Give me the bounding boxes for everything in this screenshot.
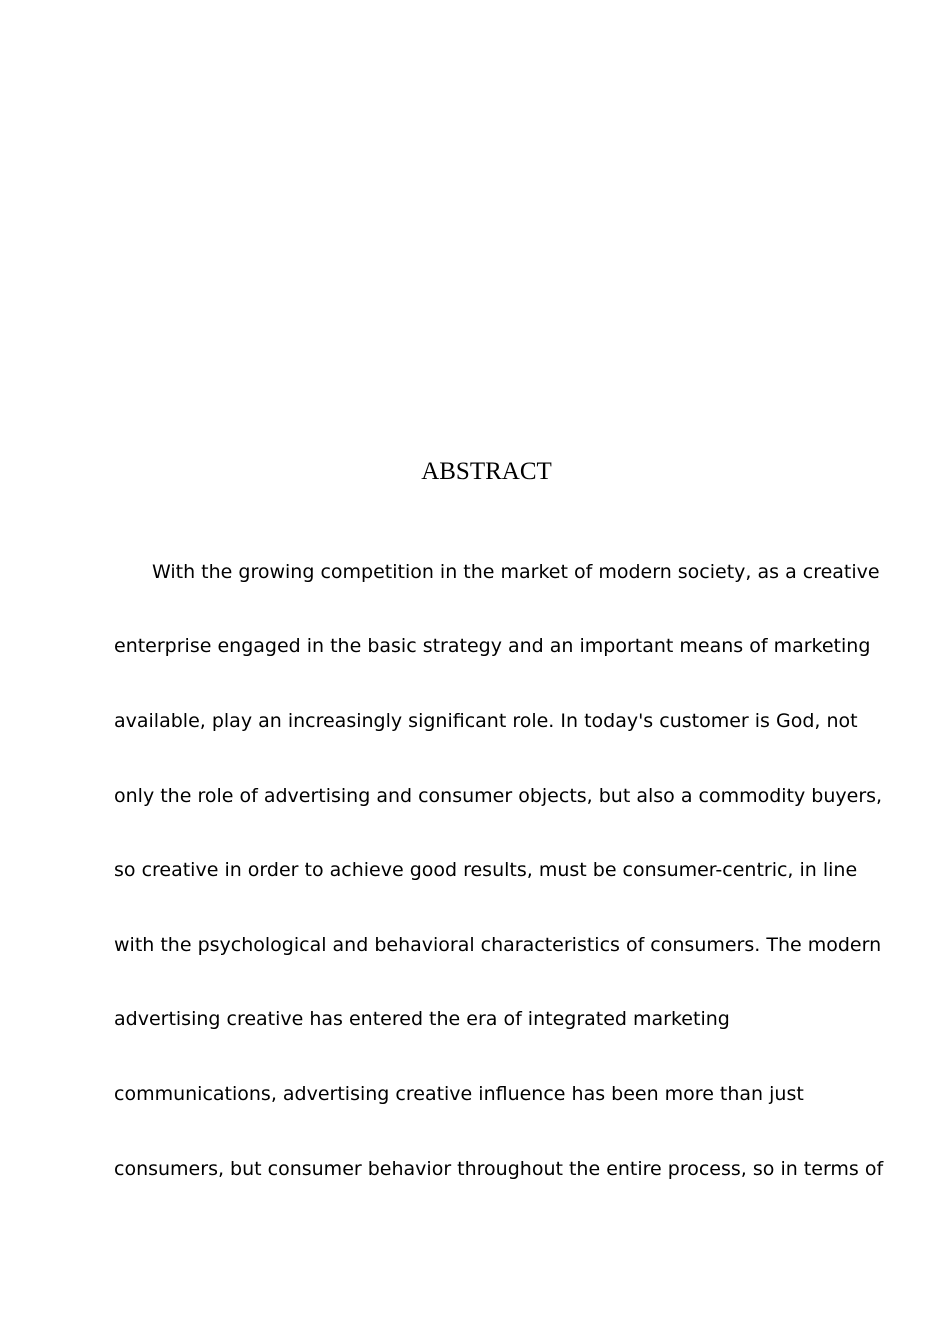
abstract-line: available, play an increasingly significant role. In today's customer is God, not: [114, 710, 858, 732]
abstract-line: with the psychological and behavioral characteristics of consumers. The modern: [114, 934, 882, 956]
abstract-line: consumers, but consumer behavior throughout the entire process, so in terms of: [114, 1158, 884, 1180]
abstract-title: ABSTRACT: [421, 458, 552, 485]
abstract-line: advertising creative has entered the era of integrated marketing: [114, 1008, 730, 1030]
abstract-line: so creative in order to achieve good results, must be consumer-centric, in line: [114, 859, 858, 881]
abstract-line: only the role of advertising and consumer objects, but also a commodity buyers,: [114, 785, 883, 807]
abstract-line: With the growing competition in the market of modern society, as a creative: [152, 561, 880, 583]
abstract-line: enterprise engaged in the basic strategy and an important means of marketing: [114, 635, 871, 657]
abstract-line: communications, advertising creative influence has been more than just: [114, 1083, 804, 1105]
